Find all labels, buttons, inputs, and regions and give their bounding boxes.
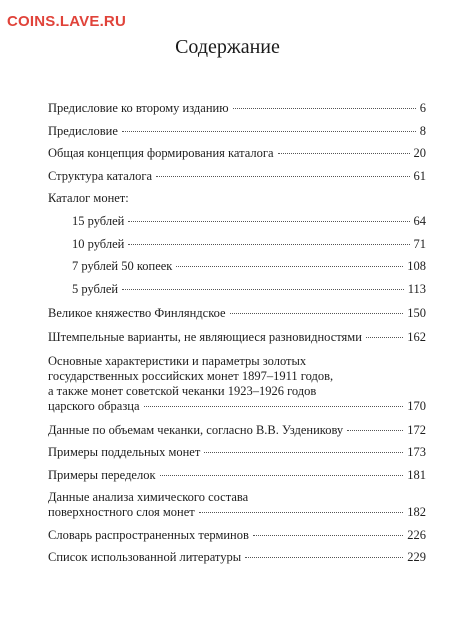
dot-leader: [278, 153, 410, 154]
watermark-logo: COINS.LAVE.RU: [7, 13, 126, 30]
toc-page-number: 108: [407, 259, 426, 273]
dot-leader: [199, 512, 404, 513]
toc-page-number: 170: [407, 398, 426, 413]
toc-page-number: 71: [413, 236, 426, 251]
toc-entry[interactable]: [48, 423, 426, 438]
toc-entry-label: 7 рублей 50 копеек: [72, 259, 173, 273]
toc-entry-label: Словарь распространенных терминов: [48, 527, 249, 542]
toc-page-number: 229: [407, 550, 426, 564]
toc-page-number: 6: [419, 101, 426, 115]
toc-entry-label: Общая концепция формирования каталога: [48, 146, 274, 160]
dot-leader: [253, 535, 403, 536]
dot-leader: [128, 244, 409, 245]
toc-entry[interactable]: [48, 101, 426, 116]
toc-entry-label: 5 рублей: [72, 281, 119, 296]
toc-entry[interactable]: [48, 214, 426, 229]
toc-entry[interactable]: [48, 191, 426, 206]
dot-leader: [176, 266, 403, 267]
toc-entry[interactable]: [48, 445, 426, 460]
toc-entry[interactable]: [48, 330, 426, 345]
toc-entry-label: Структура каталога: [48, 168, 153, 183]
toc-entry[interactable]: [48, 237, 426, 252]
dot-leader: [245, 557, 403, 558]
toc-entry-label: царского образца: [48, 398, 140, 413]
toc-entry[interactable]: [48, 550, 426, 565]
dot-leader: [122, 131, 416, 132]
toc-entry[interactable]: [48, 124, 426, 139]
dot-leader: [122, 289, 404, 290]
toc-page-number: 172: [407, 422, 426, 437]
dot-leader: [347, 430, 403, 431]
toc-entry-label: Штемпельные варианты, не являющиеся разновидностями: [48, 329, 362, 344]
toc-entry-label: 10 рублей: [72, 236, 125, 251]
toc-entry-label: поверхностного слоя монет: [48, 505, 195, 519]
toc-entry[interactable]: [48, 282, 426, 297]
toc-page-number: 113: [407, 281, 426, 296]
toc-page-number: 20: [413, 146, 426, 160]
dot-leader: [230, 313, 404, 314]
table-of-contents: [48, 101, 426, 573]
toc-page-number: 226: [407, 527, 426, 542]
toc-entry-label: Данные по объемам чеканки, согласно В.В. Узденикову: [48, 422, 344, 437]
toc-entry[interactable]: [48, 354, 426, 414]
dot-leader: [366, 337, 403, 338]
toc-entry[interactable]: [48, 490, 426, 520]
toc-page-number: 8: [419, 123, 426, 138]
toc-entry-label-line: Основные характеристики и параметры золотых: [48, 353, 307, 368]
toc-entry-label: Предисловие ко второму изданию: [48, 101, 229, 115]
toc-entry[interactable]: [48, 169, 426, 184]
toc-page-number: 64: [413, 214, 426, 228]
toc-entry[interactable]: [48, 146, 426, 161]
toc-entry-label-line: а также монет советской чеканки 1923–1926 годов: [48, 383, 317, 398]
dot-leader: [144, 406, 404, 407]
dot-leader: [156, 176, 409, 177]
dot-leader: [160, 475, 404, 476]
dot-leader: [233, 108, 416, 109]
toc-entry-label: Список использованной литературы: [48, 550, 242, 564]
toc-entry-label-line: Данные анализа химического состава: [48, 490, 249, 504]
toc-entry-label: Великое княжество Финляндское: [48, 305, 226, 320]
toc-entry[interactable]: [48, 468, 426, 483]
toc-entry-label: Предисловие: [48, 123, 118, 138]
toc-page-number: 61: [413, 168, 426, 183]
toc-entry[interactable]: [48, 528, 426, 543]
dot-leader: [204, 452, 403, 453]
dot-leader: [128, 221, 409, 222]
toc-entry[interactable]: [48, 306, 426, 321]
toc-entry-label: 15 рублей: [72, 214, 125, 228]
page-title: Содержание: [175, 36, 280, 58]
toc-entry-label: Каталог монет:: [48, 191, 129, 205]
toc-page-number: 181: [407, 467, 426, 482]
toc-entry[interactable]: [48, 259, 426, 274]
toc-page-number: 173: [407, 445, 426, 459]
toc-entry-label: Примеры переделок: [48, 467, 156, 482]
toc-entry-label-line: государственных российских монет 1897–1911 годов,: [48, 368, 334, 383]
toc-page-number: 162: [407, 329, 426, 344]
toc-entry-label: Примеры поддельных монет: [48, 445, 201, 459]
toc-page-number: 182: [407, 505, 426, 519]
toc-page-number: 150: [407, 305, 426, 320]
